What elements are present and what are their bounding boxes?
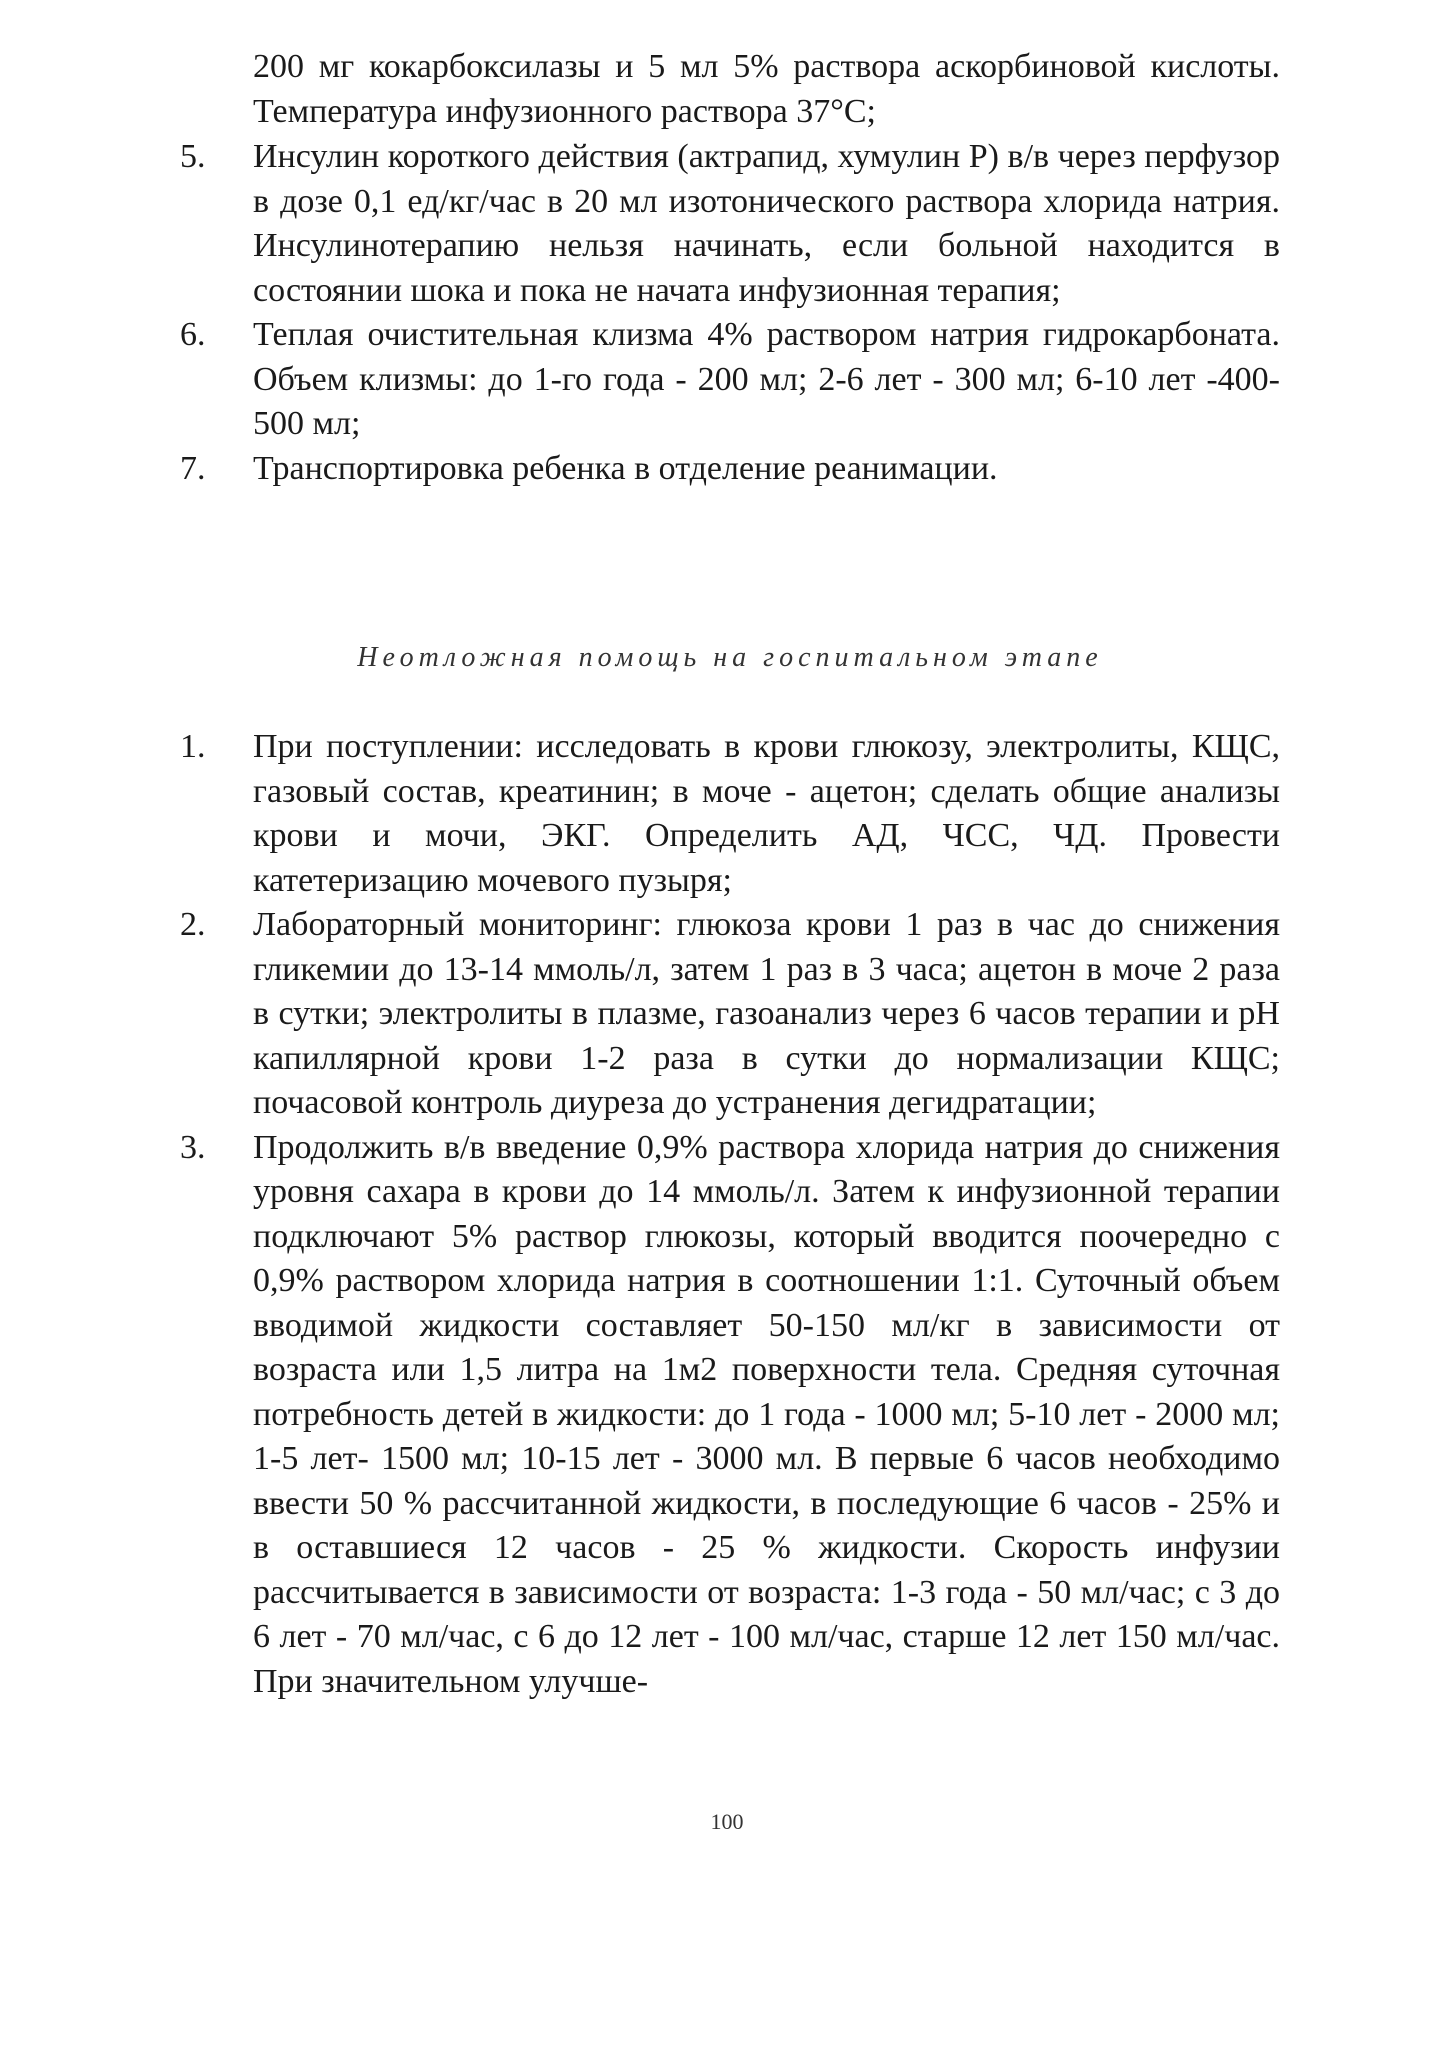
list-item-number: 5. [180, 138, 206, 175]
list-item-text: При поступлении: исследовать в крови глюкозу, электролиты, КЩС, газовый состав, креатинин; в моче - ацетон; сделать общие анализы крови и мочи, ЭКГ. Определить АД, ЧСС, ЧД. Провести катетеризацию мочевого пузыря; [253, 728, 1280, 899]
list-item [180, 1126, 1280, 1705]
list-item [180, 725, 1280, 903]
list-item-number: 7. [180, 449, 206, 487]
list-item [180, 903, 1280, 1126]
list-item-number: 3. [180, 1128, 206, 1166]
list-item [180, 135, 1280, 313]
list-item-number: 6. [180, 316, 206, 353]
list-item [180, 313, 1280, 447]
page-number: 100 [710, 1809, 744, 1834]
hospital-list [180, 725, 1280, 1704]
list-item-number: 1. [180, 728, 206, 765]
list-item [180, 447, 1280, 492]
section-heading: Неотложная помощь на госпитальном этапе [357, 642, 1103, 673]
list-item-text: Лабораторный мониторинг: глюкоза крови 1 раз в час до снижения гликемии до 13-14 ммоль/л, затем 1 раз в 3 часа; ацетон в моче 2 раза в сутки; электролиты в плазме, газоанализ через 6 часов терапии и pH капиллярной крови 1-2 раза в сутки до нормализации КЩС; почасовой контроль диуреза до устранения дегидратации; [253, 906, 1280, 1121]
list-item-text: Теплая очистительная клизма 4% раствором натрия гидрокарбоната. Объем клизмы: до 1-го года - 200 мл; 2-6 лет - 300 мл; 6-10 лет -400-500 мл; [253, 316, 1280, 442]
intro-paragraph: 200 мг кокарбоксилазы и 5 мл 5% раствора аскорбиновой кислоты. Температура инфузионного раствора 37°С; [253, 48, 1280, 130]
list-item-text: Инсулин короткого действия (актрапид, хумулин Р) в/в через перфузор в дозе 0,1 ед/кг/час в 20 мл изотонического раствора хлорида натрия. Инсулинотерапию нельзя начинать, если больной находится в состоянии шока и пока не начата инфузионная терапия; [253, 138, 1280, 309]
prehospital-list [180, 135, 1280, 491]
list-item-text: Продолжить в/в введение 0,9% раствора хлорида натрия до снижения уровня сахара в крови до 14 ммоль/л. Затем к инфузионной терапии подключают 5% раствор глюкозы, который вводится поочередно с 0,9% раствором хлорида натрия в соотношении 1:1. Суточный объем вводимой жидкости составляет 50-150 мл/кг в зависимости от возраста или 1,5 литра на 1м2 поверхности тела. Средняя суточная потребность детей в жидкости: до 1 года - 1000 мл; 5-10 лет - 2000 мл; 1-5 лет- 1500 мл; 10-15 лет - 3000 мл. В первые 6 часов необходимо ввести 50 % рассчитанной жидкости, в последующие 6 часов - 25% и в оставшиеся 12 часов - 25 % жидкости. Скорость инфузии рассчитывается в зависимости от возраста: 1-3 года - 50 мл/час; с 3 до 6 лет - 70 мл/час, с 6 до 12 лет - 100 мл/час, старше 12 лет 150 мл/час. При значительном улучше- [253, 1128, 1280, 1700]
list-item-number: 2. [180, 906, 206, 943]
list-item-text: Транспортировка ребенка в отделение реанимации. [253, 449, 998, 487]
